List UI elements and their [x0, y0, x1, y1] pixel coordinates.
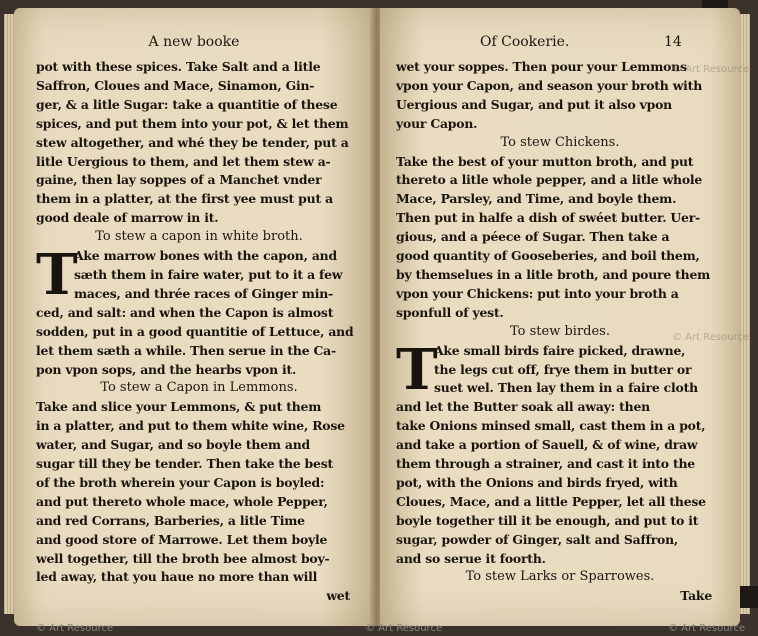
text-line: Uergious and Sugar, and put it also vpon	[396, 96, 672, 112]
text-line: them through a strainer, and cast it into the	[396, 456, 695, 472]
right-page	[380, 8, 740, 626]
text-line: water, and Sugar, and so boyle them and	[36, 437, 311, 453]
text-line: stew altogether, and whé they be tender, put a	[36, 134, 349, 150]
left-page-edges	[4, 14, 14, 614]
text-line: good deale of marrow in it.	[36, 210, 219, 226]
text-line: suet wel. Then lay them in a faire cloth	[434, 380, 698, 396]
text-line: pon vpon sops, and the hearbs vpon it.	[36, 361, 297, 377]
text-line: good quantity of Gooseberies, and boil them,	[396, 248, 700, 264]
text-line: vpon your Capon, and season your broth with	[396, 77, 703, 93]
text-line: Then put in halfe a dish of swéet butter. Uer-	[396, 210, 700, 226]
text-line: Take the best of your mutton broth, and put	[396, 153, 694, 169]
dropcap-lines	[36, 242, 362, 309]
text-line: the legs cut off, frye them in butter or	[434, 361, 692, 377]
watermark-bottom-right: © Art Resource	[668, 623, 746, 634]
right-catchword: Take	[680, 588, 712, 604]
right-text-block-3	[396, 398, 724, 568]
text-line: and so serue it foorth.	[396, 550, 546, 566]
text-line: boyle together till it be enough, and put to it	[396, 512, 699, 528]
left-page-header: A new booke	[148, 34, 240, 50]
text-line: and red Corrans, Barberies, a litle Time	[36, 512, 305, 528]
left-text-block-1	[36, 58, 362, 228]
dropcap-lines	[396, 336, 724, 403]
text-line: let them sæth a while. Then serue in the Ca-	[36, 342, 336, 358]
watermark-side-mid: © Art Resource	[672, 332, 750, 343]
dropcap-paragraph-2	[396, 336, 724, 403]
text-line: pot with these spices. Take Salt and a litle	[36, 59, 321, 74]
text-line: Ake small birds faire picked, drawne,	[434, 342, 686, 358]
dropcap-paragraph-1	[36, 242, 362, 309]
text-line: sodden, put in a good quantitie of Lettuce, and	[36, 323, 354, 339]
left-page	[14, 8, 374, 626]
text-line: sugar till they be tender. Then take the best	[36, 456, 333, 472]
right-text-block-2	[396, 153, 724, 323]
text-line: and good store of Marrowe. Let them boyle	[36, 531, 328, 547]
text-line: Take and slice your Lemmons, & put them	[36, 399, 322, 415]
text-line: Mace, Parsley, and Time, and boyle them.	[396, 191, 677, 207]
dropcap-letter: T	[36, 242, 78, 309]
left-text-block-3	[36, 398, 362, 587]
text-line: Saffron, Cloues and Mace, Sinamon, Gin-	[36, 77, 315, 93]
recipe-heading-birdes: To stew birdes.	[510, 323, 610, 339]
text-line: Ake marrow bones with the capon, and	[74, 248, 337, 264]
text-line: ger, & a litle Sugar: take a quantitie of these	[36, 96, 338, 112]
text-line: gious, and a péece of Sugar. Then take a	[396, 229, 670, 245]
text-line: vpon your Chickens: put into your broth a	[396, 285, 679, 301]
text-line: take Onions minsed small, cast them in a pot,	[396, 418, 706, 434]
text-line: wet your soppes. Then pour your Lemmons	[396, 59, 687, 74]
text-line: them in a platter, at the first yee must put a	[36, 191, 333, 207]
left-text-block-2	[36, 304, 362, 380]
text-line: thereto a litle whole pepper, and a litle whole	[396, 172, 703, 188]
left-page-text	[36, 58, 362, 606]
text-line: led away, that you haue no more than will	[36, 569, 318, 585]
page-number: 14	[664, 34, 682, 50]
right-running-head: Of Cookerie.	[480, 34, 570, 50]
text-line: well together, till the broth bee almost boy-	[36, 550, 330, 566]
text-line: your Capon.	[396, 115, 478, 131]
recipe-heading-capon-white-broth: To stew a capon in white broth.	[95, 229, 303, 245]
recipe-heading-chickens: To stew Chickens.	[500, 134, 620, 150]
text-line: maces, and thrée races of Ginger min-	[74, 285, 333, 301]
text-line: spices, and put them into your pot, & let them	[36, 115, 349, 131]
text-line: pot, with the Onions and birds fryed, with	[396, 474, 678, 490]
text-line: gaine, then lay soppes of a Manchet vnder	[36, 172, 322, 188]
text-line: Cloues, Mace, and a little Pepper, let all these	[396, 493, 706, 509]
text-line: and take a portion of Sauell, & of wine, draw	[396, 437, 698, 453]
text-line: of the broth wherein your Capon is boyled:	[36, 474, 325, 490]
text-line: sponfull of yest.	[396, 304, 504, 320]
text-line: and put thereto whole mace, whole Pepper,	[36, 493, 328, 509]
left-catchword: wet	[326, 588, 350, 604]
text-line: sæth them in faire water, put to it a few	[74, 266, 343, 282]
recipe-heading-capon-lemmons: To stew a Capon in Lemmons.	[100, 380, 298, 396]
text-line: ced, and salt: and when the Capon is almost	[36, 304, 334, 320]
text-line: by themselues in a litle broth, and poure them	[396, 266, 711, 282]
text-line: and let the Butter soak all away: then	[396, 399, 650, 415]
text-line: sugar, powder of Ginger, salt and Saffron,	[396, 531, 679, 547]
watermark-bottom-left: © Art Resource	[36, 623, 114, 634]
dropcap-letter: T	[396, 336, 438, 403]
text-line: litle Uergious to them, and let them stew a-	[36, 153, 331, 169]
watermark-bottom-mid: © Art Resource	[365, 623, 443, 634]
recipe-heading-larks: To stew Larks or Sparrowes.	[465, 569, 655, 585]
watermark-side-top: © Art Resource	[672, 64, 750, 75]
text-line: in a platter, and put to them white wine, Rose	[36, 418, 345, 434]
